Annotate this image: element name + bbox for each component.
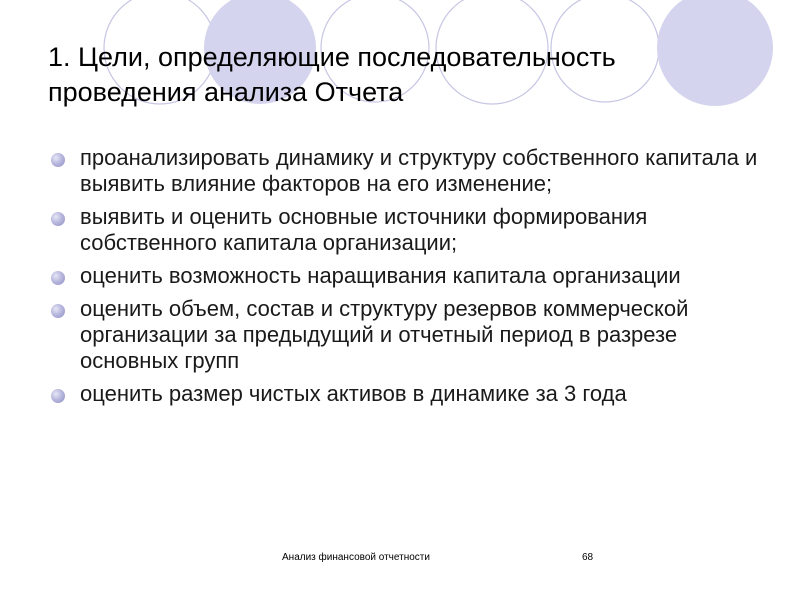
bullet-text: выявить и оценить основные источники формирования собственного капитала организации; [80, 204, 648, 255]
bullet-dot-icon [51, 304, 65, 318]
bullet-item [48, 204, 768, 256]
bullet-item [48, 145, 768, 197]
page-number: 68 [582, 552, 594, 563]
bullet-item [48, 296, 768, 374]
bullet-item [48, 263, 768, 289]
bullet-dot-icon [51, 271, 65, 285]
slide-title: 1. Цели, определяющие последовательность проведения анализа Отчета [48, 42, 616, 107]
bullet-text: оценить размер чистых активов в динамике за 3 года [80, 381, 627, 406]
bullet-text: оценить объем, состав и структуру резервов коммерческой организации за предыдущий и отчетный период в разрезе основных групп [80, 296, 689, 373]
bullet-list [48, 145, 768, 414]
footer-text: Анализ финансовой отчетности [282, 552, 430, 563]
bullet-dot-icon [51, 153, 65, 167]
bullet-item [48, 381, 768, 407]
bullet-dot-icon [51, 389, 65, 403]
bullet-dot-icon [51, 212, 65, 226]
bullet-text: проанализировать динамику и структуру собственного капитала и выявить влияние факторов на его изменение; [80, 145, 758, 196]
bullet-text: оценить возможность наращивания капитала организации [80, 263, 681, 288]
